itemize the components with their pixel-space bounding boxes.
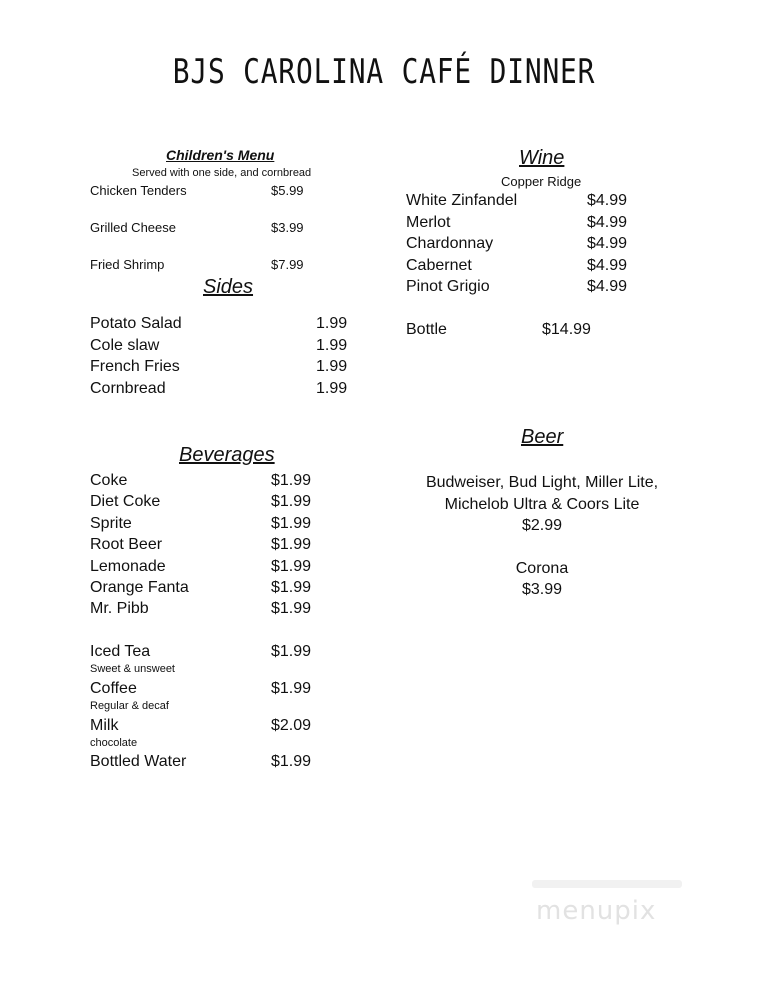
menu-item-price: $1.99 bbox=[271, 515, 312, 532]
menu-item-name: Bottled Water bbox=[90, 753, 187, 770]
childrens-menu-heading: Children's Menu bbox=[166, 147, 275, 163]
menu-item-price: $7.99 bbox=[271, 257, 304, 272]
sides-heading: Sides bbox=[203, 276, 254, 298]
menu-item-name: Pinot Grigio bbox=[406, 278, 490, 295]
beer-heading: Beer bbox=[521, 426, 564, 448]
wine-bottle-label: Bottle bbox=[406, 321, 447, 338]
beer-brands-line1: Budweiser, Bud Light, Miller Lite, bbox=[425, 474, 659, 491]
menu-item-name: Mr. Pibb bbox=[90, 600, 149, 617]
menu-item-price: $4.99 bbox=[587, 257, 628, 274]
menu-item-price: $1.99 bbox=[271, 579, 312, 596]
menu-item-price: $4.99 bbox=[587, 214, 628, 231]
menu-item-note: Regular & decaf bbox=[90, 700, 169, 712]
menu-item-price: $4.99 bbox=[587, 278, 628, 295]
menu-item-price: $5.99 bbox=[271, 183, 304, 198]
menu-item-name: Coffee bbox=[90, 680, 137, 697]
menu-item-price: $4.99 bbox=[587, 235, 628, 252]
menu-item-price: $3.99 bbox=[271, 220, 304, 235]
menu-item-name: Iced Tea bbox=[90, 643, 151, 660]
menu-item-price: 1.99 bbox=[316, 337, 348, 354]
menu-item-name: Cornbread bbox=[90, 380, 166, 397]
menu-item-name: Grilled Cheese bbox=[90, 220, 176, 235]
menu-item-name: Lemonade bbox=[90, 558, 166, 575]
menu-item-price: $2.09 bbox=[271, 717, 312, 734]
menu-item-price: 1.99 bbox=[316, 358, 348, 375]
menupix-watermark: menupix bbox=[536, 896, 657, 926]
menu-item-name: Cabernet bbox=[406, 257, 472, 274]
wine-bottle-price: $14.99 bbox=[542, 321, 591, 338]
menu-item-name: Orange Fanta bbox=[90, 579, 189, 596]
menu-item-price: $1.99 bbox=[271, 536, 312, 553]
menu-item-name: Chicken Tenders bbox=[90, 183, 187, 198]
childrens-menu-note: Served with one side, and cornbread bbox=[132, 167, 312, 179]
menu-item-name: Coke bbox=[90, 472, 128, 489]
menu-item-name: Fried Shrimp bbox=[90, 257, 165, 272]
menu-item-price: $1.99 bbox=[271, 558, 312, 575]
corona-price: $3.99 bbox=[521, 581, 563, 598]
beverages-heading: Beverages bbox=[179, 444, 275, 466]
menu-item-name: Merlot bbox=[406, 214, 451, 231]
wine-heading: Wine bbox=[519, 147, 565, 169]
menu-item-name: Cole slaw bbox=[90, 337, 160, 354]
menu-item-name: White Zinfandel bbox=[406, 192, 518, 209]
menu-item-price: $1.99 bbox=[271, 600, 312, 617]
watermark-line bbox=[532, 880, 682, 888]
beer-brands-line2: Michelob Ultra & Coors Lite bbox=[444, 496, 640, 513]
menu-item-price: 1.99 bbox=[316, 380, 348, 397]
menu-item-note: Sweet & unsweet bbox=[90, 663, 175, 675]
menu-item-name: Root Beer bbox=[90, 536, 163, 553]
wine-subheading: Copper Ridge bbox=[501, 174, 582, 189]
menu-item-name: Sprite bbox=[90, 515, 132, 532]
menu-item-name: Diet Coke bbox=[90, 493, 161, 510]
menu-item-name: Milk bbox=[90, 717, 119, 734]
corona-name: Corona bbox=[515, 560, 569, 577]
menu-item-price: $1.99 bbox=[271, 680, 312, 697]
menu-item-price: $1.99 bbox=[271, 643, 312, 660]
menu-item-price: $1.99 bbox=[271, 493, 312, 510]
beer-price: $2.99 bbox=[521, 517, 563, 534]
menu-item-note: chocolate bbox=[90, 737, 138, 749]
menu-item-price: $1.99 bbox=[271, 753, 312, 770]
menu-item-price: $4.99 bbox=[587, 192, 628, 209]
menu-item-name: Chardonnay bbox=[406, 235, 494, 252]
menu-item-price: $1.99 bbox=[271, 472, 312, 489]
menu-item-name: Potato Salad bbox=[90, 315, 182, 332]
menu-title: BJS CAROLINA CAFÉ DINNER bbox=[172, 52, 596, 92]
menu-item-name: French Fries bbox=[90, 358, 180, 375]
menu-item-price: 1.99 bbox=[316, 315, 348, 332]
